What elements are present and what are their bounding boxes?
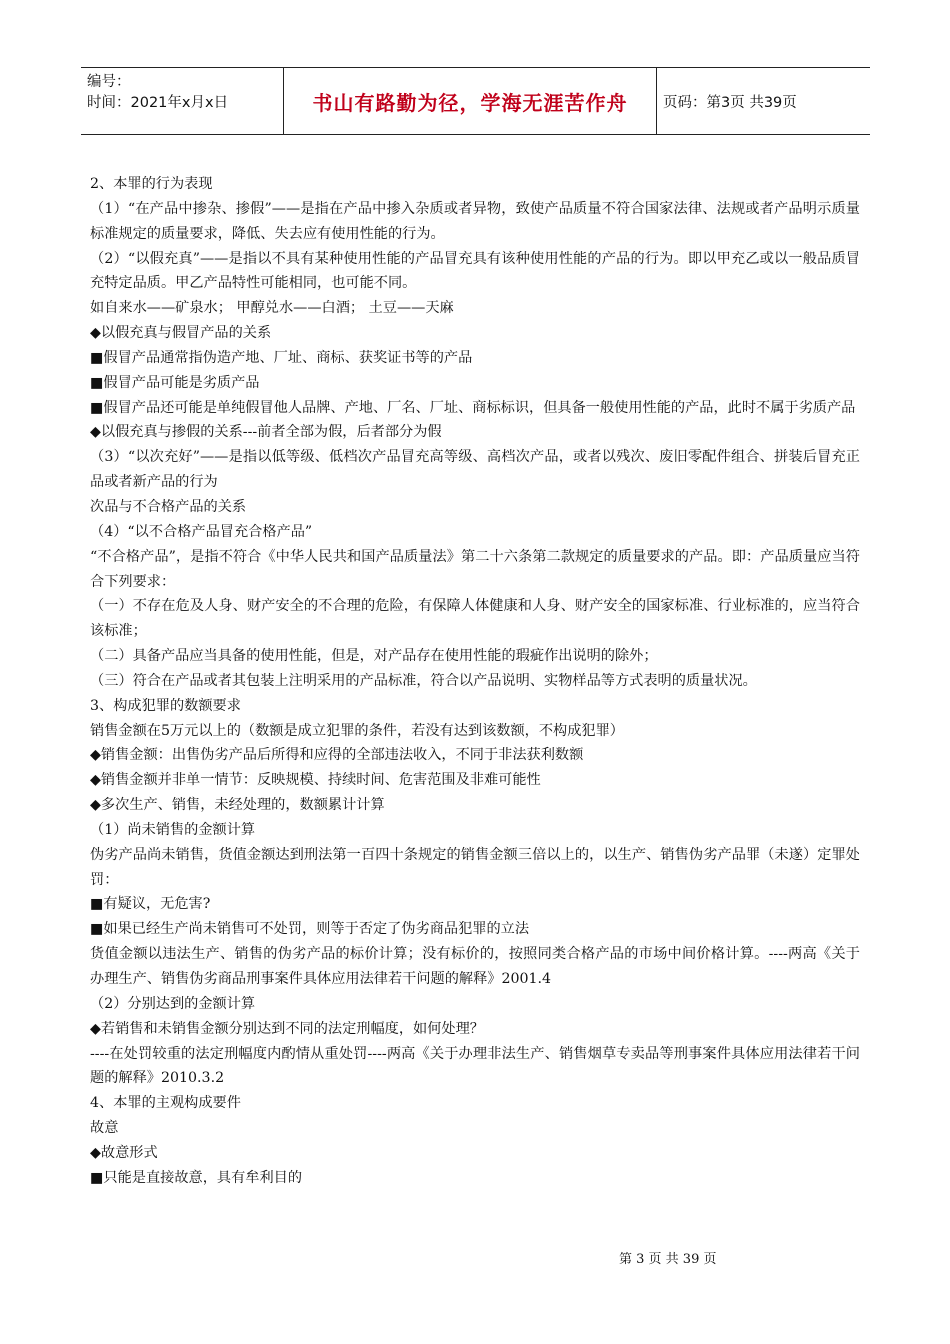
bullet-item: ■假冒产品可能是劣质产品 (90, 374, 260, 391)
bullet-item: ◆若销售和未销售金额分别达到不同的法定刑幅度，如何处理？ (90, 1020, 484, 1037)
paragraph: 故意 (90, 1120, 119, 1137)
paragraph: 次品与不合格产品的关系 (90, 498, 247, 515)
paragraph: （2）分别达到的金额计算 (90, 995, 256, 1012)
paragraph: （一）不存在危及人身、财产安全的不合理的危险，有保障人体健康和人身、财产安全的国家标准、行业标准的，应当符合该标准； (90, 598, 860, 640)
paragraph: 销售金额在5万元以上的（数额是成立犯罪的条件，若没有达到该数额，不构成犯罪） (90, 722, 624, 739)
document-number-label: 编号： (87, 74, 131, 90)
section-heading: 4、本罪的主观构成要件 (90, 1095, 241, 1112)
header-motto: 书山有路勤为径，学海无涯苦作舟 (283, 68, 657, 134)
bullet-item: ◆销售金额并非单一情节：反映规模、持续时间、危害范围及非难可能性 (90, 772, 541, 789)
paragraph: （3）“以次充好”——是指以低等级、低档次产品冒充高等级、高档次产品，或者以残次、废旧零配件组合、拼装后冒充正品或者新产品的行为 (90, 449, 860, 491)
bullet-item: ◆以假充真与假冒产品的关系 (90, 325, 272, 342)
bullet-item: ■有疑议，无危害? (90, 896, 211, 913)
bullet-item: ■只能是直接故意，具有牟利目的 (90, 1169, 303, 1186)
page-footer: 第 3 页 共 39 页 (619, 1252, 717, 1267)
bullet-item: ◆销售金额：出售伪劣产品后所得和应得的全部违法收入，不同于非法获利数额 (90, 747, 584, 764)
document-date: 时间：2021年x月x日 (87, 95, 229, 111)
bullet-item: ■如果已经生产尚未销售可不处罚，则等于否定了伪劣商品犯罪的立法 (90, 921, 530, 938)
paragraph: 如自来水——矿泉水； 甲醇兑水——白酒； 土豆——天麻 (90, 300, 454, 317)
header-meta (81, 68, 283, 134)
document-body (90, 172, 860, 1191)
paragraph: （1）尚未销售的金额计算 (90, 821, 256, 838)
paragraph: （2）“以假充真”——是指以不具有某种使用性能的产品冒充具有该种使用性能的产品的行为。即以甲充乙或以一般品质冒充特定品质。甲乙产品特性可能相同，也可能不同。 (90, 250, 860, 292)
bullet-item: ◆故意形式 (90, 1144, 158, 1161)
bullet-item: ◆多次生产、销售，未经处理的，数额累计计算 (90, 797, 385, 814)
paragraph: （4）“以不合格产品冒充合格产品” (90, 523, 313, 540)
paragraph: （1）“在产品中掺杂、掺假”——是指在产品中掺入杂质或者异物，致使产品质量不符合国家法律、法规或者产品明示质量标准规定的质量要求，降低、失去应有使用性能的行为。 (90, 200, 860, 242)
header-page-indicator: 页码：第3页 共39页 (663, 94, 797, 111)
paragraph: 伪劣产品尚未销售，货值金额达到刑法第一百四十条规定的销售金额三倍以上的，以生产、销售伪劣产品罪（未遂）定罪处罚： (90, 846, 860, 888)
bullet-item: ■假冒产品还可能是单纯假冒他人品牌、产地、厂名、厂址、商标标识，但具备一般使用性能的产品，此时不属于劣质产品 (90, 399, 856, 416)
section-heading: 2、本罪的行为表现 (90, 176, 213, 192)
bullet-item: ◆以假充真与掺假的关系---前者全部为假，后者部分为假 (90, 424, 442, 441)
paragraph: （二）具备产品应当具备的使用性能，但是，对产品存在使用性能的瑕疵作出说明的除外； (90, 648, 658, 665)
bullet-item: ■假冒产品通常指伪造产地、厂址、商标、获奖证书等的产品 (90, 349, 473, 366)
paragraph: 货值金额以违法生产、销售的伪劣产品的标价计算；没有标价的，按照同类合格产品的市场中间价格计算。----两高《关于办理生产、销售伪劣商品刑事案件具体应用法律若干问题的解释》2001.4 (90, 946, 860, 987)
document-header (81, 67, 870, 135)
paragraph: （三）符合在产品或者其包装上注明采用的产品标准，符合以产品说明、实物样品等方式表明的质量状况。 (90, 672, 757, 689)
section-heading: 3、构成犯罪的数额要求 (90, 697, 241, 714)
paragraph: “不合格产品”，是指不符合《中华人民共和国产品质量法》第二十六条第二款规定的质量要求的产品。即：产品质量应当符合下列要求： (90, 548, 860, 590)
paragraph: ----在处罚较重的法定刑幅度内酌情从重处罚----两高《关于办理非法生产、销售烟草专卖品等刑事案件具体应用法律若干问题的解释》2010.3.2 (90, 1045, 860, 1087)
